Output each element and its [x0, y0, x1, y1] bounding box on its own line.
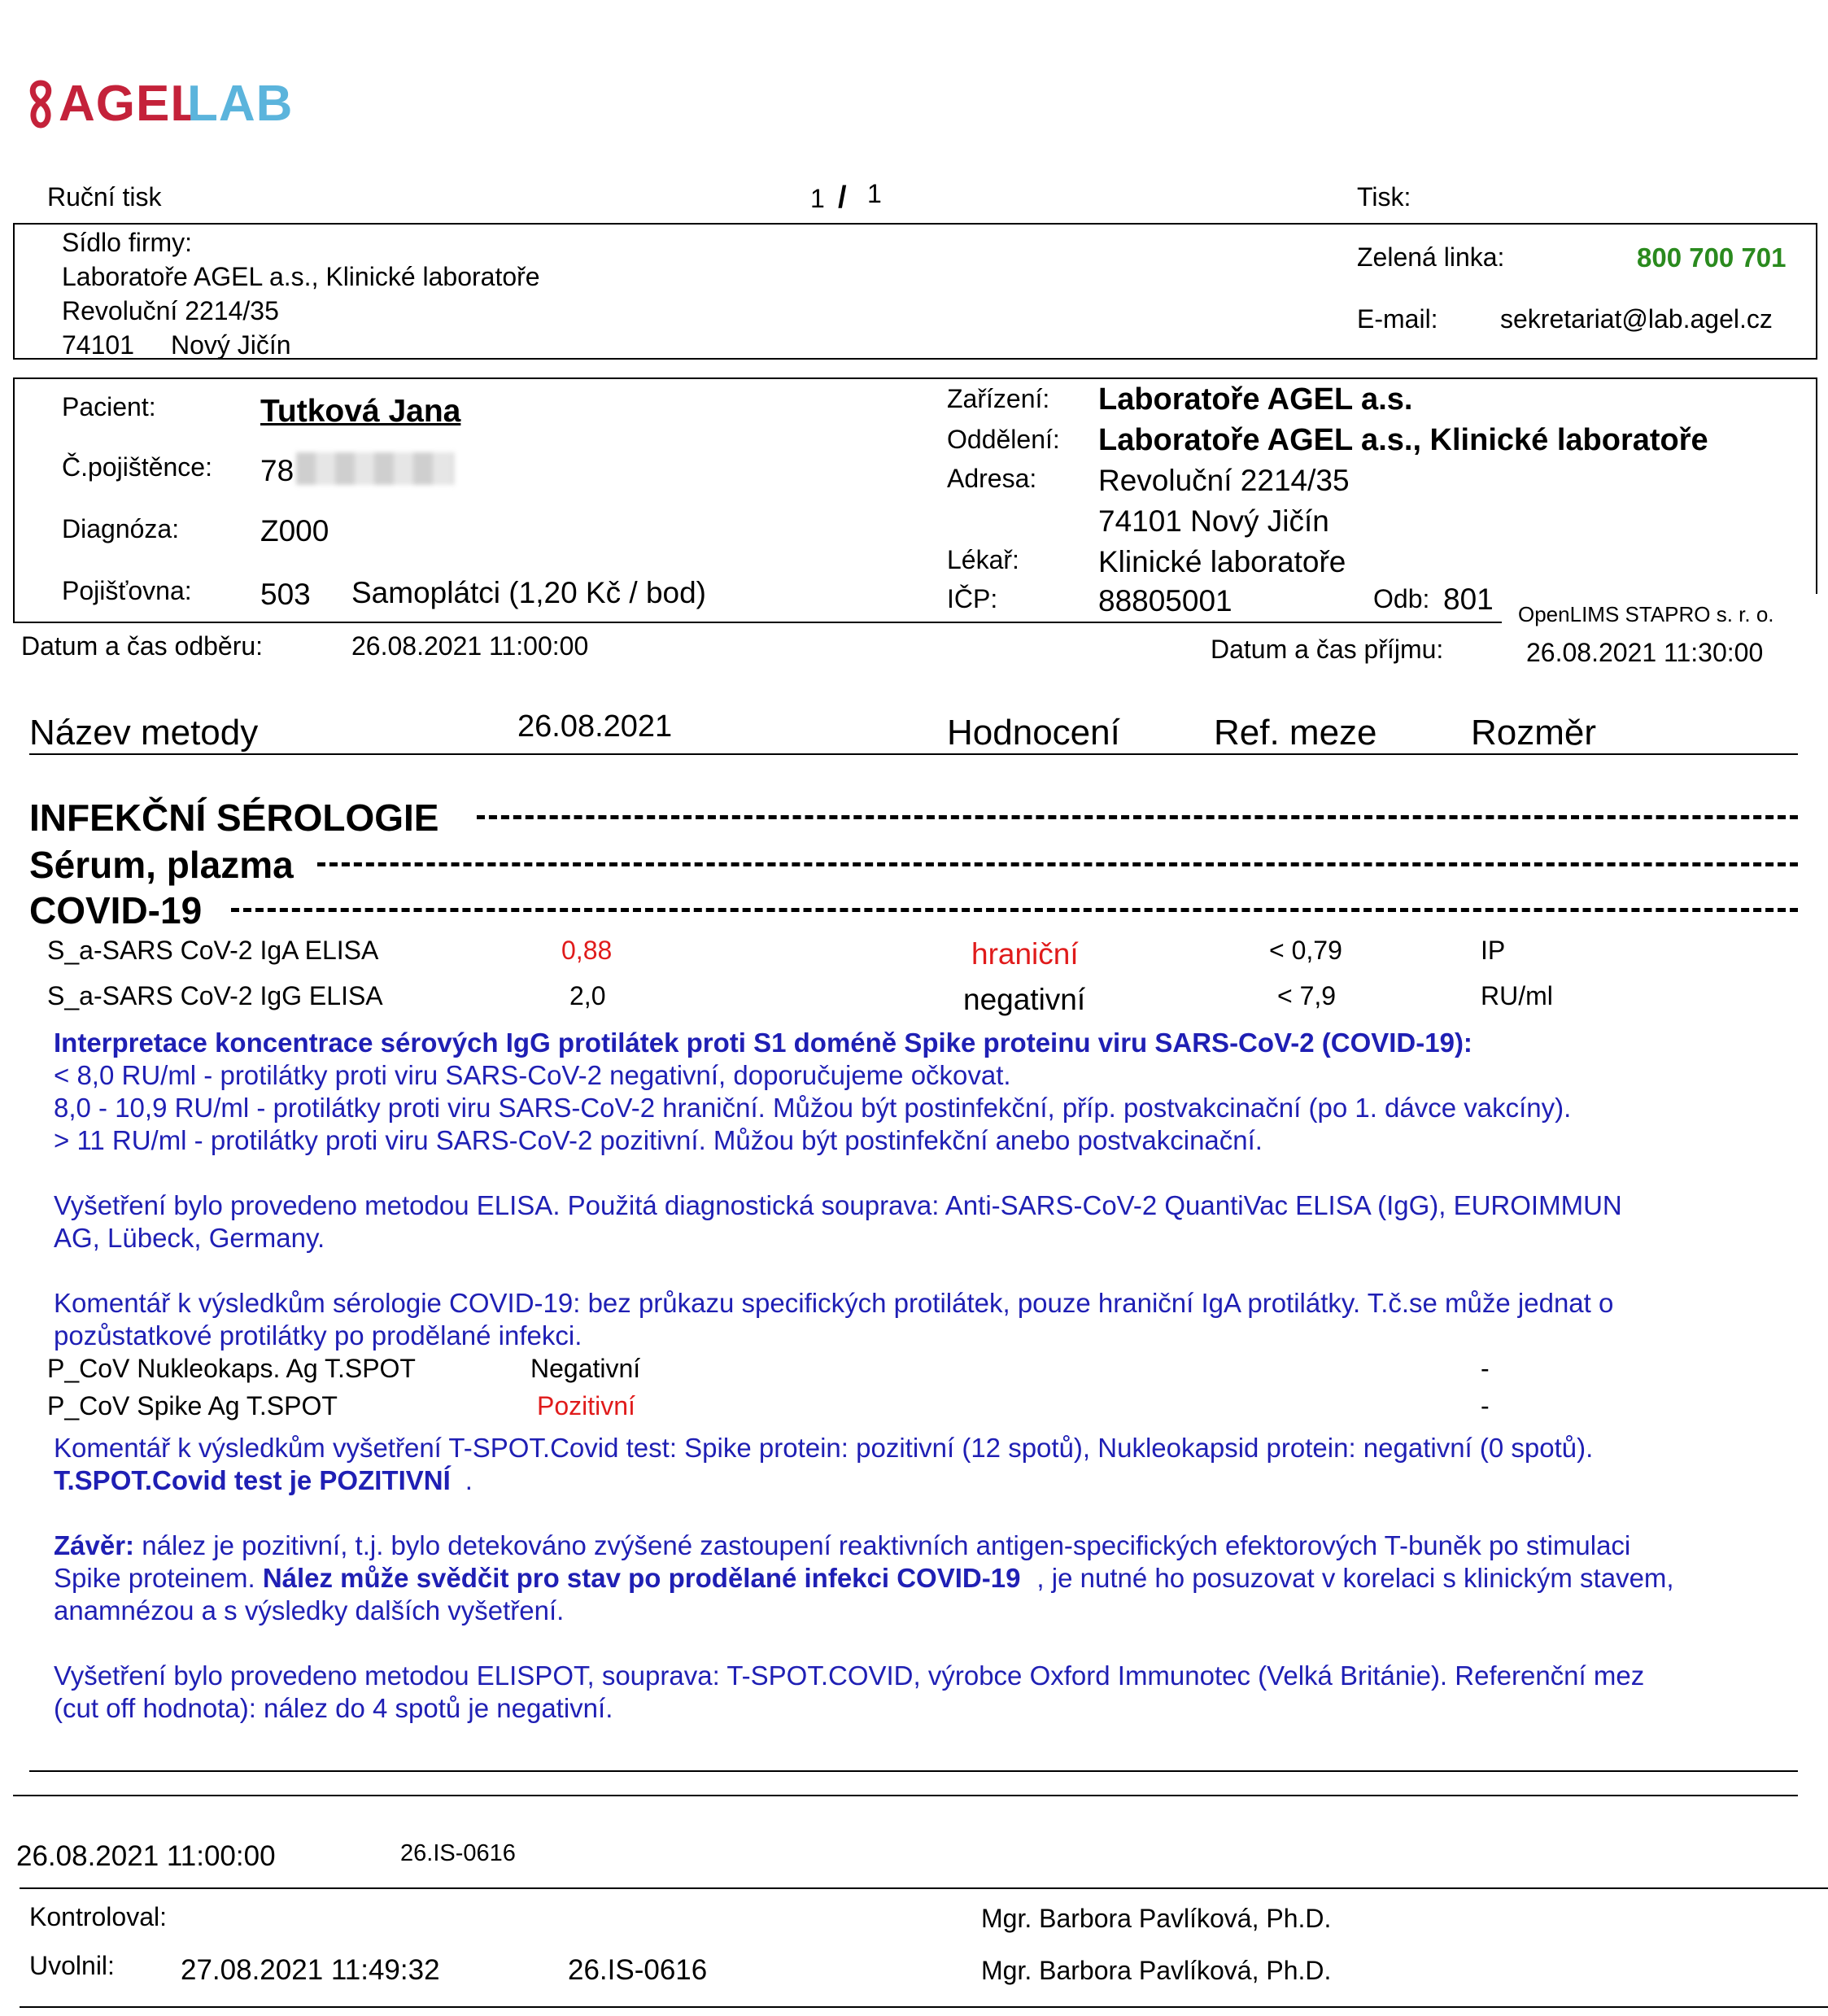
email-address: sekretariat@lab.agel.cz [1500, 304, 1773, 334]
interpretation-line: > 11 RU/ml - protilátky proti viru SARS-CoV-2 pozitivní. Můžou být postinfekční anebo postvakcinační. [54, 1125, 1263, 1155]
hotline-label: Zelená linka: [1357, 242, 1505, 272]
facility-label: Zařízení: [947, 384, 1050, 413]
result-reference: < 7,9 [1277, 981, 1337, 1010]
odb-label: Odb: [1373, 584, 1430, 613]
hotline-number: 800 700 701 [1637, 242, 1787, 273]
header-divider [29, 753, 1798, 755]
section-serum-plasma: Sérum, plazma [29, 844, 294, 886]
footer-code: 26.IS-0616 [400, 1840, 516, 1866]
footer-divider-4 [20, 2006, 1828, 2008]
result-name: S_a-SARS CoV-2 IgG ELISA [47, 981, 383, 1010]
result-evaluation: negativní [963, 983, 1086, 1016]
released-date: 27.08.2021 11:49:32 [181, 1954, 440, 1986]
company-name: Laboratoře AGEL a.s., Klinické laboratoře [62, 262, 540, 291]
col-unit: Rozměr [1471, 713, 1597, 753]
method-note: Vyšetření bylo provedeno metodou ELISA. Použitá diagnostická souprava: Anti-SARS-CoV-2 QuantiVac ELISA (IgG), EUROIMMUN [54, 1190, 1622, 1220]
result-unit: IP [1481, 936, 1506, 965]
doctor-label: Lékař: [947, 545, 1019, 574]
page-total: 1 [867, 179, 882, 208]
diagnosis-label: Diagnóza: [62, 514, 180, 543]
section-covid19: COVID-19 [29, 889, 203, 932]
doctor-name: Klinické laboratoře [1098, 545, 1346, 578]
logo-text-agel: AGEL [59, 76, 203, 132]
company-city: Nový Jičín [171, 330, 291, 360]
col-evaluation: Hodnocení [947, 713, 1120, 753]
tspot-unit: - [1481, 1391, 1490, 1420]
insured-number: 78 [260, 454, 294, 487]
receipt-date: 26.08.2021 11:30:00 [1526, 638, 1764, 667]
tspot-name: P_CoV Nukleokaps. Ag T.SPOT [47, 1354, 416, 1383]
footer-datetime: 26.08.2021 11:00:00 [16, 1840, 276, 1872]
interpretation-text [54, 1027, 1811, 1352]
footer-divider-1 [29, 1770, 1798, 1772]
tspot-comment [54, 1432, 1811, 1725]
tspot-unit: - [1481, 1354, 1490, 1383]
odb-value: 801 [1443, 583, 1494, 616]
logo-text-lab: LAB [187, 76, 294, 132]
page-separator: / [838, 181, 847, 215]
conclusion-text: , je nutné ho posuzovat v korelaci s klinickým stavem, [1036, 1563, 1674, 1593]
interpretation-line: 8,0 - 10,9 RU/ml - protilátky proti viru SARS-CoV-2 hraniční. Můžou být postinfekční, příp. postvakcinační (po 1. dávce vakcíny). [54, 1093, 1572, 1123]
tspot-name: P_CoV Spike Ag T.SPOT [47, 1391, 338, 1420]
section-infectious-serology: INFEKČNÍ SÉROLOGIE [29, 796, 439, 839]
insurer-name: Samoplátci (1,20 Kč / bod) [351, 576, 706, 609]
redacted-block [296, 452, 454, 485]
col-reference: Ref. meze [1214, 713, 1377, 753]
footer-divider-2 [13, 1795, 1798, 1796]
footer-divider-3 [20, 1887, 1828, 1889]
result-reference: < 0,79 [1269, 936, 1342, 965]
section-dashes-2 [317, 862, 1798, 866]
col-date: 26.08.2021 [517, 709, 673, 744]
checked-by: Mgr. Barbora Pavlíková, Ph.D. [981, 1904, 1332, 1933]
result-value: 2,0 [569, 981, 606, 1010]
tspot-positive-statement: T.SPOT.Covid test je POZITIVNÍ [54, 1465, 451, 1495]
insurer-label: Pojišťovna: [62, 576, 192, 605]
page-current: 1 [810, 184, 825, 213]
department-label: Oddělení: [947, 425, 1060, 454]
logo-symbol-icon [24, 78, 57, 130]
section-dashes-3 [231, 908, 1798, 912]
elispot-note: (cut off hodnota): nález do 4 spotů je negativní. [54, 1693, 613, 1723]
conclusion-text: nález je pozitivní, t.j. bylo detekováno zvýšené zastoupení reaktivních antigen-specifických efektorových T-buněk po stimulaci [142, 1530, 1631, 1560]
col-method: Název metody [29, 713, 259, 753]
result-name: S_a-SARS CoV-2 IgA ELISA [47, 936, 379, 965]
elispot-note: Vyšetření bylo provedeno metodou ELISPOT, souprava: T-SPOT.COVID, výrobce Oxford Immunotec (Velká Británie). Referenční mez [54, 1660, 1645, 1691]
checked-label: Kontroloval: [29, 1902, 167, 1931]
facility-name: Laboratoře AGEL a.s. [1098, 382, 1413, 417]
released-label: Uvolnil: [29, 1951, 115, 1980]
collection-date-label: Datum a čas odběru: [21, 631, 264, 661]
company-street: Revoluční 2214/35 [62, 296, 279, 325]
interpretation-title: Interpretace koncentrace sérových IgG protilátek proti S1 doméně Spike proteinu viru SARS-CoV-2 (COVID-19): [54, 1028, 1472, 1058]
insurer-code: 503 [260, 578, 311, 611]
serology-comment: pozůstatkové protilátky po prodělané infekci. [54, 1320, 582, 1351]
serology-comment: Komentář k výsledkům sérologie COVID-19: bez průkazu specifických protilátek, pouze hraniční IgA protilátky. T.č.se může jednat o [54, 1288, 1614, 1318]
icp-label: IČP: [947, 584, 998, 613]
tspot-period: . [465, 1465, 473, 1495]
released-code: 26.IS-0616 [568, 1954, 708, 1986]
vendor-label: OpenLIMS STAPRO s. r. o. [1518, 602, 1774, 626]
address-line2: 74101 Nový Jičín [1098, 504, 1329, 538]
interpretation-line: < 8,0 RU/ml - protilátky proti viru SARS-CoV-2 negativní, doporučujeme očkovat. [54, 1060, 1011, 1090]
tspot-value: Pozitivní [537, 1391, 635, 1420]
company-zip: 74101 [62, 330, 134, 360]
patient-name: Tutková Jana [260, 394, 461, 429]
diagnosis-code: Z000 [260, 514, 329, 548]
tspot-value: Negativní [530, 1354, 641, 1383]
section-dashes-1 [477, 815, 1798, 819]
print-mode: Ruční tisk [47, 182, 162, 212]
email-label: E-mail: [1357, 304, 1438, 334]
collection-date: 26.08.2021 11:00:00 [351, 631, 589, 661]
address-label: Adresa: [947, 464, 1037, 493]
icp-value: 88805001 [1098, 584, 1232, 617]
patient-name-label: Pacient: [62, 392, 156, 421]
method-note: AG, Lübeck, Germany. [54, 1223, 325, 1253]
insured-number-label: Č.pojištěnce: [62, 452, 212, 482]
conclusion-line [54, 1529, 1811, 1562]
tspot-conclusion-line [54, 1464, 1811, 1497]
tspot-comment-line: Komentář k výsledkům vyšetření T-SPOT.Covid test: Spike protein: pozitivní (12 spotů), Nukleokapsid protein: negativní (0 spotů). [54, 1433, 1594, 1463]
result-evaluation: hraniční [971, 937, 1079, 971]
address-line1: Revoluční 2214/35 [1098, 464, 1350, 497]
released-by: Mgr. Barbora Pavlíková, Ph.D. [981, 1956, 1332, 1985]
conclusion-text: Spike proteinem. [54, 1563, 255, 1593]
conclusion-line: anamnézou a s výsledky dalších vyšetření. [54, 1595, 565, 1625]
print-label: Tisk: [1357, 182, 1411, 212]
conclusion-emphasis: Nález může svědčit pro stav po prodělané infekci COVID-19 [262, 1563, 1021, 1593]
result-unit: RU/ml [1481, 981, 1553, 1010]
conclusion-label: Závěr: [54, 1530, 135, 1560]
department-name: Laboratoře AGEL a.s., Klinické laboratoře [1098, 423, 1708, 457]
company-label: Sídlo firmy: [62, 228, 193, 257]
receipt-date-label: Datum a čas příjmu: [1211, 635, 1444, 664]
conclusion-line [54, 1562, 1811, 1595]
result-value: 0,88 [561, 936, 613, 965]
